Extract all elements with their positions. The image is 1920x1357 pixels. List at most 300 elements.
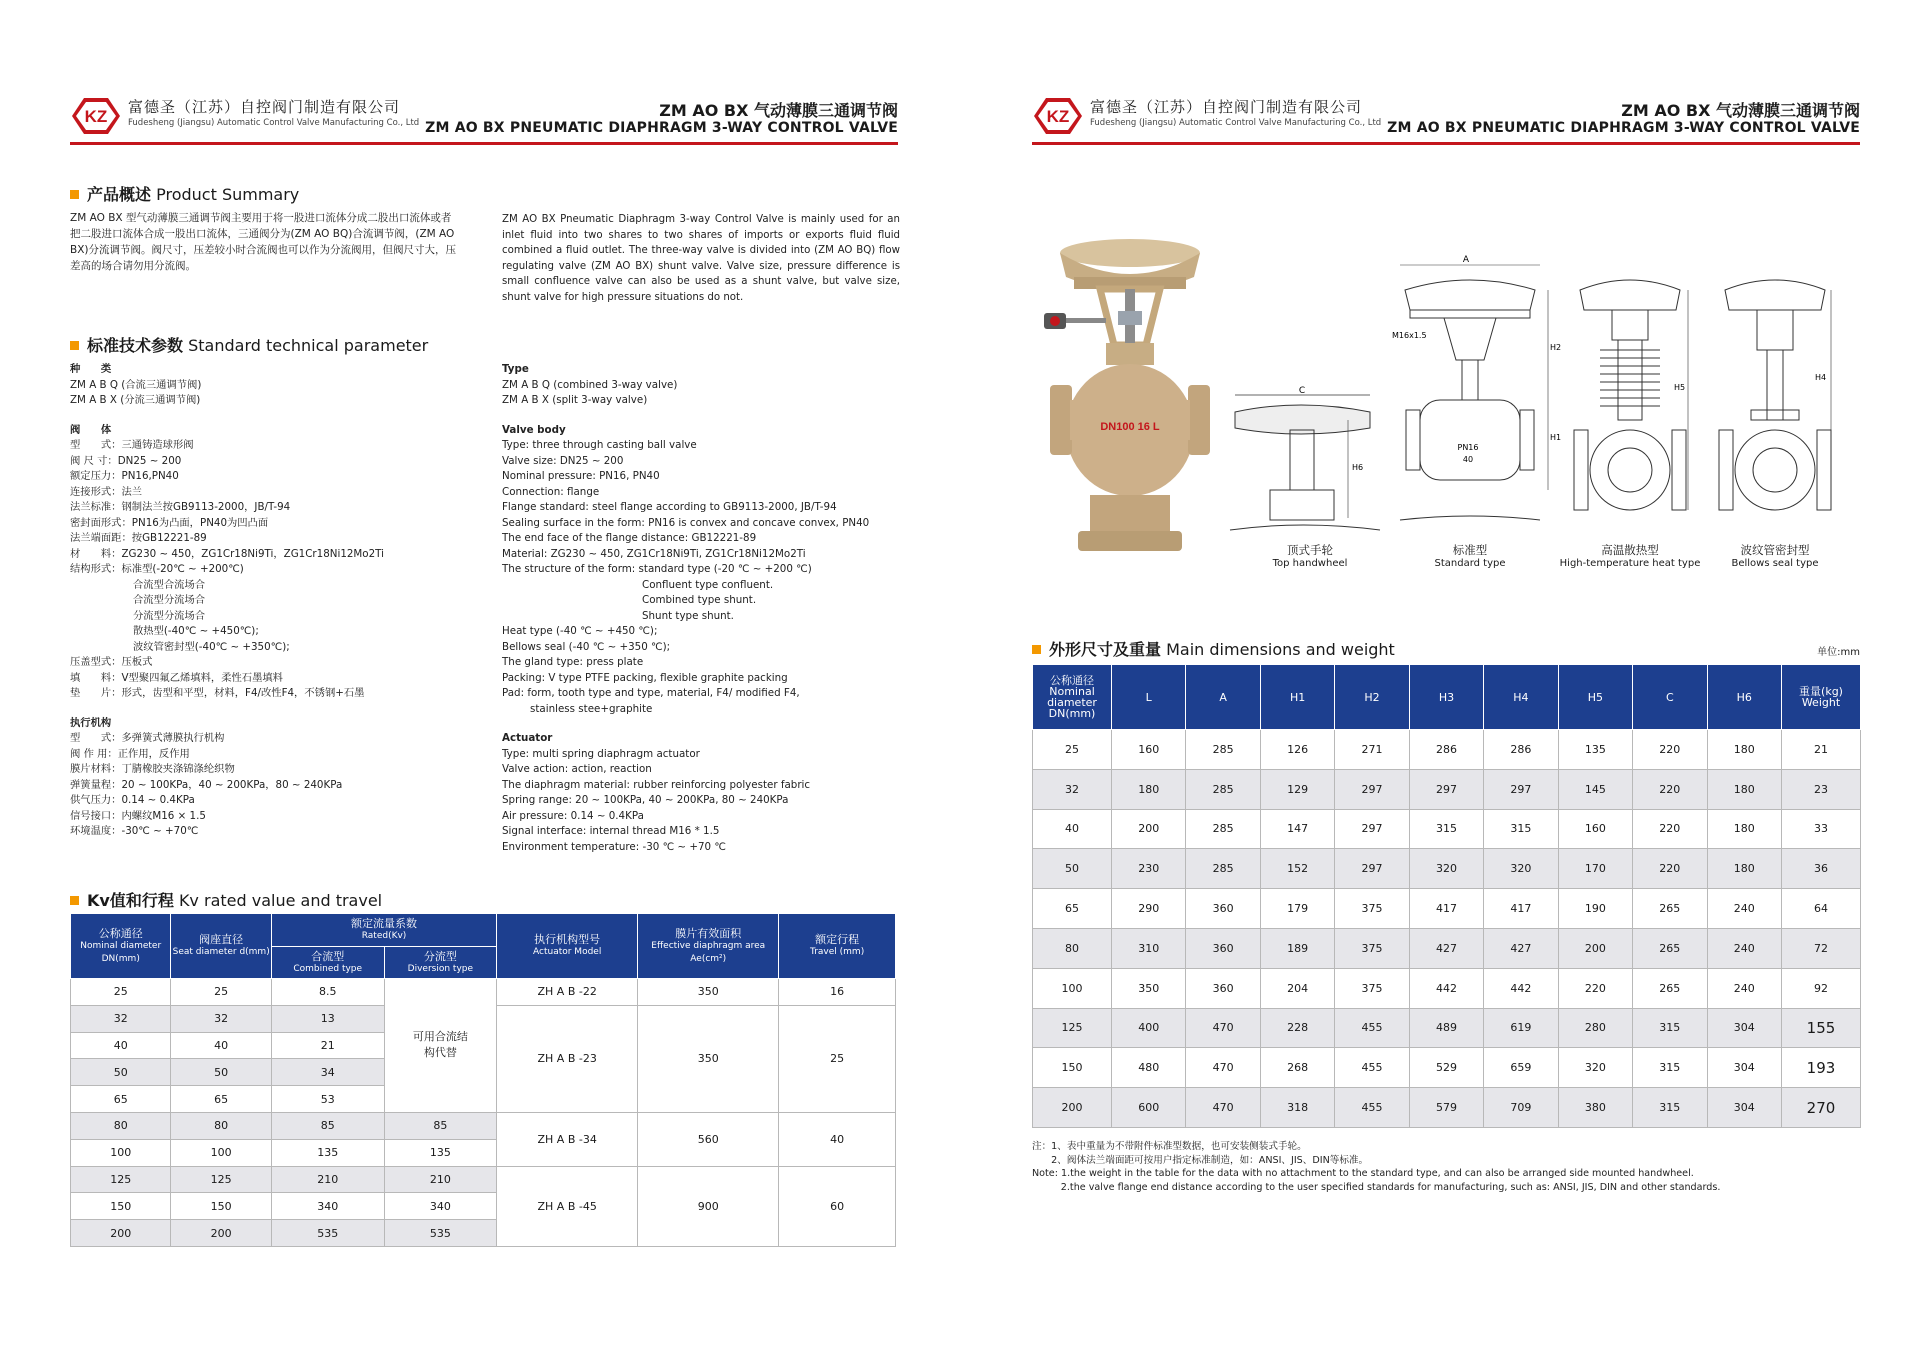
dims-cell: 285 [1186,730,1260,770]
dims-cell: 380 [1558,1088,1632,1128]
param-line: Signal interface: internal thread M16 * 1.5 [502,825,720,837]
svg-text:M16x1.5: M16x1.5 [1392,331,1427,340]
company-name-en: Fudesheng (Jiangsu) Automatic Control Valve Manufacturing Co., Ltd [128,118,420,128]
dims-cell: 270 [1782,1088,1861,1128]
svg-text:H6: H6 [1352,463,1364,472]
note-line: 注：1、表中重量为不带附件标准型数据，也可安装侧装式手轮。 [1032,1141,1307,1152]
kv-cell: 560 [638,1112,779,1166]
svg-text:H5: H5 [1674,383,1686,392]
bullet-square-icon [70,190,79,199]
dims-row [1033,809,1861,849]
spacer [70,409,470,423]
param-line: ZM A B X (split 3-way valve) [502,394,648,406]
param-line: Valve size: DN25 ~ 200 [502,454,624,467]
dims-row [1033,889,1861,929]
param-line: Sealing surface in the form: PN16 is convex and concave convex, PN40 [502,516,870,529]
company-logo [70,96,122,136]
kv-cell: 80 [171,1112,271,1139]
dims-cell: 145 [1558,769,1632,809]
drawing-high-temp [1570,270,1690,540]
param-line: Confluent type confluent. [642,578,774,591]
kv-cell: 100 [171,1139,271,1166]
dims-cell: 297 [1335,769,1409,809]
dims-cell: 360 [1186,889,1260,929]
dims-cell: 375 [1335,928,1409,968]
dims-cell: 297 [1409,769,1483,809]
valve-photo [1030,225,1210,595]
dims-cell: 23 [1782,769,1861,809]
kv-cell: 53 [271,1086,384,1113]
dims-cell: 280 [1558,1008,1632,1048]
company-name-en: Fudesheng (Jiangsu) Automatic Control Valve Manufacturing Co., Ltd [1090,118,1382,128]
dims-cell: 220 [1633,769,1707,809]
dims-cell: 659 [1484,1048,1558,1088]
kv-cell: 80 [71,1112,171,1139]
param-line: 法兰标准：钢制法兰按GB9113-2000，JB/T-94 [70,501,291,513]
param-line: 阀 尺 寸：DN25 ~ 200 [70,454,182,467]
dims-cell: 265 [1633,928,1707,968]
kv-actuator: ZH A B -34 [497,1112,638,1166]
svg-text:H4: H4 [1815,373,1827,382]
param-line: 执行机构 [70,716,112,729]
dims-th: H6 [1707,665,1782,730]
dims-cell: 268 [1260,1048,1334,1088]
summary-text-en: ZM AO BX Pneumatic Diaphragm 3-way Control Valve is mainly used for an inlet fluid into two shares to two shares of imports or exports fluid fluid combined a fluid outlet. The three-way valve is divided into (ZM AO BQ) flow regulating valve (ZM AO BX) shunt valve. Valve size, pressure difference is small confluence valve can also be used as a shunt valve, but valve size, shunt valve for high pressure situations do not. [502,214,900,303]
kv-cell: 535 [271,1220,384,1247]
dims-cell: 21 [1782,730,1861,770]
svg-text:PN16: PN16 [1457,443,1479,452]
dims-cell: 220 [1558,968,1632,1008]
dims-cell: 200 [1033,1088,1112,1128]
kv-cell: 13 [271,1005,384,1032]
dims-cell: 220 [1633,809,1707,849]
dims-th: H2 [1335,665,1409,730]
kv-cell: 25 [171,979,271,1006]
param-line: Air pressure: 0.14 ~ 0.4KPa [502,809,644,822]
kv-cell: 32 [171,1005,271,1032]
kv-th-seat: 阀座直径 Seat diameter d(mm) [171,914,271,979]
dims-table [1032,664,1861,1128]
param-line: 型 式：多弹簧式薄膜执行机构 [70,732,225,744]
kv-cell: 200 [171,1220,271,1247]
kv-cell: 135 [384,1139,497,1166]
kv-cell: 60 [779,1166,896,1246]
dims-cell: 147 [1260,809,1334,849]
dims-cell: 240 [1707,889,1782,929]
param-line: 波纹管密封型(-40℃ ~ +350℃); [133,640,290,653]
param-line: 法兰端面距：按GB12221-89 [70,532,207,544]
dims-cell: 709 [1484,1088,1558,1128]
kv-th-diversion: 分流型 Diversion type [384,947,497,979]
param-line: Environment temperature: -30 ℃ ~ +70 ℃ [502,840,726,853]
dims-cell: 315 [1409,809,1483,849]
dims-th: H5 [1558,665,1632,730]
svg-text:A: A [1462,255,1470,265]
drawing-bellows-seal [1715,270,1835,540]
dims-cell: 529 [1409,1048,1483,1088]
dims-cell: 265 [1633,889,1707,929]
kv-cell: 40 [71,1032,171,1059]
company-name-cn: 富德圣（江苏）自控阀门制造有限公司 [1090,98,1363,116]
logo-text: KZ [1046,107,1070,126]
param-line: ZM A B Q (合流三通调节阀) [70,378,202,391]
param-line: Heat type (-40 ℃ ~ +450 ℃); [502,625,658,637]
kv-th-combined: 合流型 Combined type [271,947,384,979]
kv-cell: 200 [71,1220,171,1247]
dims-cell: 220 [1633,730,1707,770]
dims-th: A [1186,665,1260,730]
dims-cell: 190 [1558,889,1632,929]
param-line: Pad: form, tooth type and type, material, F4/ modified F4, [502,687,800,699]
dims-cell: 400 [1112,1008,1186,1048]
dims-cell: 228 [1260,1008,1334,1048]
dims-cell: 315 [1633,1008,1707,1048]
dims-cell: 72 [1782,928,1861,968]
dims-cell: 160 [1112,730,1186,770]
dims-cell: 286 [1484,730,1558,770]
param-line: 阀 作 用：正作用，反作用 [70,747,190,760]
note-line: 2.the valve flange end distance according to the user specified standards for manufacturing, such as: ANSI, JIS, DIN and other standards. [1032,1181,1721,1193]
caption-bellows: 波纹管密封型 Bellows seal type [1731,543,1819,569]
kv-cell: 8.5 [271,979,384,1006]
dims-row [1033,1008,1861,1048]
dims-cell: 150 [1033,1048,1112,1088]
dims-cell: 240 [1707,928,1782,968]
kv-cell: 150 [171,1193,271,1220]
dims-cell: 417 [1409,889,1483,929]
dims-cell: 180 [1707,730,1782,770]
kv-cell: 50 [71,1059,171,1086]
drawing-top-handwheel [1230,386,1380,540]
dims-cell: 297 [1335,809,1409,849]
param-line: 密封面形式：PN16为凸面，PN40为凹凸面 [70,516,269,529]
dims-cell: 32 [1033,769,1112,809]
dims-cell: 50 [1033,849,1112,889]
kv-cell: 150 [71,1193,171,1220]
dims-cell: 180 [1707,769,1782,809]
kv-cell: 100 [71,1139,171,1166]
dims-cell: 304 [1707,1008,1782,1048]
dims-cell: 126 [1260,730,1334,770]
kv-cell: 65 [171,1086,271,1113]
dims-cell: 33 [1782,809,1861,849]
bullet-square-icon [70,341,79,350]
dims-row [1033,1088,1861,1128]
dims-th: H1 [1260,665,1334,730]
param-line: ZM A B X (分流三通调节阀) [70,394,201,406]
dims-cell: 80 [1033,928,1112,968]
spacer [502,409,902,423]
logo-text: KZ [84,107,108,126]
param-line: 材 料：ZG230 ~ 450，ZG1Cr18Ni9Ti，ZG1Cr18Ni12Mo2Ti [70,547,384,560]
dims-cell: 297 [1335,849,1409,889]
note-line: Note: 1.the weight in the table for the data with no attachment to the standard type, and can also be arranged side mounted handwheel. [1032,1168,1694,1179]
dims-th: H3 [1409,665,1483,730]
dims-cell: 285 [1186,769,1260,809]
dims-cell: 470 [1186,1008,1260,1048]
kv-row [71,1112,896,1139]
param-line: 信号接口：内螺纹M16 × 1.5 [70,809,206,822]
dims-cell: 442 [1409,968,1483,1008]
param-line: 型 式：三通铸造球形阀 [70,439,194,451]
kv-cell: 535 [384,1220,497,1247]
kv-row [71,979,896,1006]
kv-cell: 40 [171,1032,271,1059]
kv-cell: 340 [384,1193,497,1220]
dims-cell: 320 [1484,849,1558,889]
caption-high-temp: 高温散热型 High-temperature heat type [1559,543,1701,569]
kv-cell: 50 [171,1059,271,1086]
kv-cell: 125 [71,1166,171,1193]
dims-cell: 180 [1112,769,1186,809]
dims-cell: 40 [1033,809,1112,849]
kv-th-travel: 额定行程 Travel (mm) [779,914,896,979]
dims-cell: 375 [1335,889,1409,929]
dims-cell: 455 [1335,1008,1409,1048]
dims-cell: 455 [1335,1048,1409,1088]
param-line: 连接形式：法兰 [70,485,143,498]
dims-row [1033,769,1861,809]
dims-cell: 125 [1033,1008,1112,1048]
param-line: Type [502,363,529,375]
kv-row [71,1166,896,1193]
dims-cell: 315 [1633,1048,1707,1088]
dims-cell: 320 [1558,1048,1632,1088]
param-line: Packing: V type PTFE packing, flexible graphite packing [502,671,788,684]
header [70,92,898,152]
kv-cell: 350 [638,1005,779,1112]
dims-cell: 193 [1782,1048,1861,1088]
summary-heading: 产品概述 Product Summary [70,182,299,205]
param-line: The structure of the form: standard type (-20 ℃ ~ +200 ℃) [502,563,812,575]
param-line: 垫 片：形式，齿型和平型，材料，F4/改性F4，不锈钢+石墨 [70,687,365,699]
kv-actuator: ZH A B -23 [497,1005,638,1112]
dims-header-row [1033,665,1861,730]
valve-photo-label: DN100 16 L [1100,421,1160,433]
dims-cell: 230 [1112,849,1186,889]
dims-row [1033,968,1861,1008]
param-line: stainless stee+graphite [530,702,653,715]
product-title-cn: ZM AO BX 气动薄膜三通调节阀 [659,101,898,120]
param-line: 供气压力：0.14 ~ 0.4KPa [70,794,195,806]
note-line: 2、阀体法兰端面距可按用户指定标准制造，如：ANSI、JIS、DIN等标准。 [1032,1154,1369,1166]
param-line: 环境温度：-30℃ ~ +70℃ [70,825,199,837]
product-title-en: ZM AO BX PNEUMATIC DIAPHRAGM 3-WAY CONTROL VALVE [425,120,898,136]
kv-cell: 125 [171,1166,271,1193]
dims-cell: 25 [1033,730,1112,770]
dims-cell: 220 [1633,849,1707,889]
dims-cell: 320 [1409,849,1483,889]
dims-cell: 286 [1409,730,1483,770]
param-line: 弹簧量程：20 ~ 100KPa，40 ~ 200KPa，80 ~ 240KPa [70,778,343,791]
param-line: Actuator [502,732,553,744]
dims-cell: 297 [1484,769,1558,809]
header-rule [70,142,898,145]
param-line: 额定压力：PN16,PN40 [70,470,179,482]
param-line: The end face of the flange distance: GB12221-89 [502,532,757,544]
kv-cell: 900 [638,1166,779,1246]
kv-th-area: 膜片有效面积 Effective diaphragm area Ae(cm²) [638,914,779,979]
kv-th-rated: 额定流量系数 Rated(Kv) [271,914,496,947]
dims-row [1033,730,1861,770]
dims-cell: 204 [1260,968,1334,1008]
dims-cell: 360 [1186,928,1260,968]
kv-cell: 25 [71,979,171,1006]
param-line: Type: multi spring diaphragm actuator [502,747,700,760]
kv-cell: 85 [384,1112,497,1139]
kv-cell: 21 [271,1032,384,1059]
dims-cell: 579 [1409,1088,1483,1128]
param-line: 种 类 [70,363,112,375]
param-line: Type: three through casting ball valve [502,439,697,451]
dims-cell: 180 [1707,809,1782,849]
dims-cell: 170 [1558,849,1632,889]
product-title-en: ZM AO BX PNEUMATIC DIAPHRAGM 3-WAY CONTROL VALVE [1387,120,1860,136]
kv-cell: 210 [384,1166,497,1193]
dims-cell: 160 [1558,809,1632,849]
dims-cell: 350 [1112,968,1186,1008]
dims-cell: 200 [1558,928,1632,968]
param-line: Valve action: action, reaction [502,763,652,775]
param-line: Bellows seal (-40 ℃ ~ +350 ℃); [502,640,671,653]
svg-text:H1: H1 [1550,433,1562,442]
param-line: Shunt type shunt. [642,609,734,622]
kv-cell: 350 [638,979,779,1006]
dims-cell: 442 [1484,968,1558,1008]
param-line: 分流型分流场合 [133,609,206,622]
param-line: Flange standard: steel flange according to GB9113-2000, JB/T-94 [502,501,837,513]
kv-cell: 210 [271,1166,384,1193]
kv-cell: 85 [271,1112,384,1139]
page-right [960,0,1920,1357]
bullet-square-icon [70,896,79,905]
dims-row [1033,1048,1861,1088]
param-line: 膜片材料：丁腈橡胶夹涤锦涤纶织物 [70,763,235,775]
dims-cell: 318 [1260,1088,1334,1128]
kv-cell: 16 [779,979,896,1006]
dims-cell: 36 [1782,849,1861,889]
kv-cell: 65 [71,1086,171,1113]
kv-actuator: ZH A B -22 [497,979,638,1006]
product-title-cn: ZM AO BX 气动薄膜三通调节阀 [1621,101,1860,120]
dims-cell: 64 [1782,889,1861,929]
kv-th-dn: 公称通径 Nominal diameter DN(mm) [71,914,171,979]
bullet-square-icon [1032,645,1041,654]
kv-cell: 40 [779,1112,896,1166]
dims-cell: 600 [1112,1088,1186,1128]
drawing-standard-type [1392,250,1562,540]
kv-cell: 25 [779,1005,896,1112]
dims-cell: 155 [1782,1008,1861,1048]
dims-cell: 290 [1112,889,1186,929]
param-line: 压盖型式：压板式 [70,656,153,668]
dims-row [1033,849,1861,889]
dims-cell: 200 [1112,809,1186,849]
kv-cell: 135 [271,1139,384,1166]
dims-cell: 271 [1335,730,1409,770]
dims-cell: 470 [1186,1088,1260,1128]
dims-cell: 189 [1260,928,1334,968]
dims-cell: 65 [1033,889,1112,929]
param-line: 结构形式：标准型(-20℃ ~ +200℃) [70,563,244,575]
dims-cell: 427 [1484,928,1558,968]
dims-th: H4 [1484,665,1558,730]
param-line: 阀 体 [70,423,112,436]
dims-heading: 外形尺寸及重量 Main dimensions and weight [1032,637,1395,660]
dims-cell: 315 [1633,1088,1707,1128]
params-cn [70,362,470,840]
dims-cell: 179 [1260,889,1334,929]
param-line: 合流型合流场合 [133,578,206,591]
caption-standard: 标准型 Standard type [1434,543,1506,569]
param-line: Valve body [502,423,566,436]
dims-cell: 129 [1260,769,1334,809]
dims-cell: 360 [1186,968,1260,1008]
unit-label: 单位:mm [1817,647,1860,658]
dims-cell: 304 [1707,1088,1782,1128]
header [1032,92,1860,152]
summary-text-cn: ZM AO BX 型气动薄膜三通调节阀主要用于将一股进口流体分成二股出口流体或者把二股进口流体合成一股出口流体，三通阀分为(ZM AO BQ)合流调节阀，(ZM AO BX)分流调节阀。阀尺寸，压差较小时合流阀也可以作为分流阀用，但阀尺寸大，压差高的场合请勿用分流阀。 [70,212,456,272]
dims-cell: 619 [1484,1008,1558,1048]
dims-cell: 180 [1707,849,1782,889]
dims-cell: 470 [1186,1048,1260,1088]
dims-th-weight: 重量(kg) Weight [1782,665,1861,730]
kv-heading: Kv值和行程 Kv rated value and travel [70,888,382,911]
dims-row [1033,928,1861,968]
kv-th-actuator: 执行机构型号 Actuator Model [497,914,638,979]
dims-cell: 310 [1112,928,1186,968]
dims-th: L [1112,665,1186,730]
dims-cell: 375 [1335,968,1409,1008]
dims-cell: 135 [1558,730,1632,770]
param-line: Connection: flange [502,485,600,498]
param-line: Material: ZG230 ~ 450, ZG1Cr18Ni9Ti, ZG1Cr18Ni12Mo2Ti [502,547,806,560]
spacer [70,702,470,716]
dims-cell: 315 [1484,809,1558,849]
spacer [502,717,902,731]
dims-th-dn: 公称通径 Nominal diameter DN(mm) [1033,665,1112,730]
kv-cell: 34 [271,1059,384,1086]
param-line: 填 料：V型聚四氟乙烯填料，柔性石墨填料 [70,671,283,684]
kv-table [70,913,896,1247]
kv-cell: 32 [71,1005,171,1032]
dims-th: C [1633,665,1707,730]
svg-text:H2: H2 [1550,343,1562,352]
dims-cell: 455 [1335,1088,1409,1128]
dims-cell: 489 [1409,1008,1483,1048]
company-logo [1032,96,1084,136]
param-line: The diaphragm material: rubber reinforcing polyester fabric [502,778,811,791]
kv-cell: 340 [271,1193,384,1220]
param-line: Spring range: 20 ~ 100KPa, 40 ~ 200KPa, 80 ~ 240KPa [502,794,789,806]
param-line: 散热型(-40℃ ~ +450℃); [133,625,259,637]
svg-text:C: C [1298,386,1306,396]
header-rule [1032,142,1860,145]
dims-cell: 285 [1186,809,1260,849]
kv-div-merged: 可用合流结构代替 [384,979,497,1113]
param-line: Combined type shunt. [642,594,757,606]
dims-cell: 152 [1260,849,1334,889]
svg-text:40: 40 [1462,455,1474,464]
params-heading: 标准技术参数 Standard technical parameter [70,333,428,356]
dims-notes [1032,1140,1862,1194]
param-line: ZM A B Q (combined 3-way valve) [502,378,678,391]
kv-actuator: ZH A B -45 [497,1166,638,1246]
dims-cell: 417 [1484,889,1558,929]
param-line: 合流型分流场合 [133,594,206,606]
dims-cell: 265 [1633,968,1707,1008]
caption-top-handwheel: 顶式手轮 Top handwheel [1272,543,1348,569]
